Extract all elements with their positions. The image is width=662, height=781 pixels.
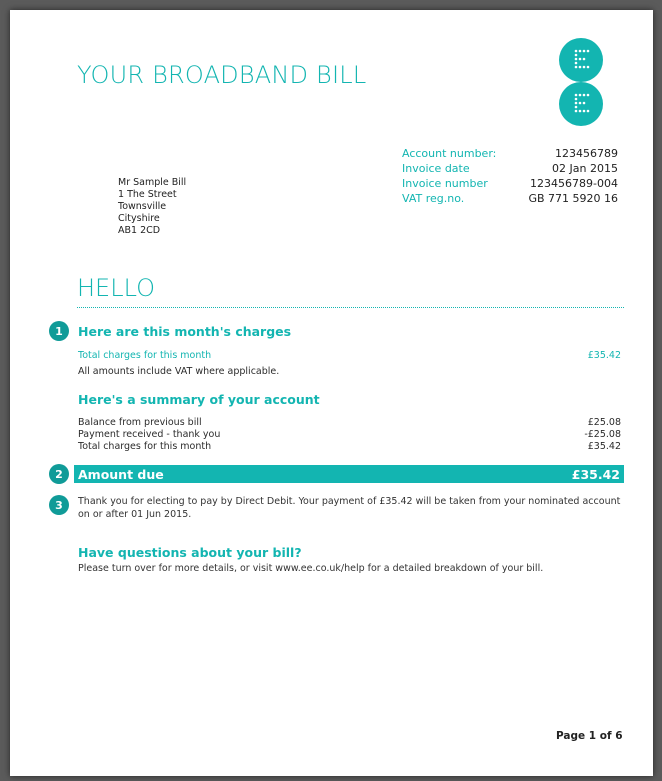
address-name: Mr Sample Bill bbox=[118, 177, 187, 188]
summary-row-value: -£25.08 bbox=[584, 429, 621, 440]
page-number: Page 1 of 6 bbox=[556, 730, 623, 742]
section-2-badge: 2 bbox=[49, 464, 69, 484]
account-details bbox=[402, 146, 618, 206]
invoice-date-value: 02 Jan 2015 bbox=[552, 162, 618, 175]
summary-row-value: £25.08 bbox=[587, 417, 621, 428]
account-number-row bbox=[402, 146, 618, 161]
summary-heading: Here's a summary of your account bbox=[78, 392, 320, 407]
summary-row-label: Payment received - thank you bbox=[78, 429, 221, 440]
questions-text: Please turn over for more details, or visit www.ee.co.uk/help for a detailed breakdown of your bill. bbox=[78, 563, 544, 574]
address-county: Cityshire bbox=[118, 213, 160, 224]
ee-logo bbox=[556, 38, 606, 126]
divider bbox=[77, 307, 624, 308]
total-charges-value: £35.42 bbox=[587, 350, 621, 361]
amount-due-label: Amount due bbox=[78, 466, 164, 482]
account-number-label: Account number: bbox=[402, 147, 497, 160]
total-charges-row bbox=[78, 350, 621, 362]
invoice-number-label: Invoice number bbox=[402, 177, 488, 190]
address-postcode: AB1 2CD bbox=[118, 225, 161, 236]
bill-title: YOUR BROADBAND BILL bbox=[77, 61, 367, 89]
summary-row-label: Balance from previous bill bbox=[78, 417, 202, 428]
summary-row-label: Total charges for this month bbox=[78, 441, 212, 452]
vat-note-text: All amounts include VAT where applicable. bbox=[78, 366, 280, 377]
summary-row bbox=[78, 429, 621, 441]
amount-due-bar bbox=[74, 465, 624, 483]
direct-debit-text: Thank you for electing to pay by Direct Debit. Your payment of £35.42 will be taken from your nominated account on or after 01 Jun 2015. bbox=[78, 496, 621, 520]
questions-heading: Have questions about your bill? bbox=[78, 545, 302, 560]
invoice-number-value: 123456789-004 bbox=[530, 177, 618, 190]
amount-due-value: £35.42 bbox=[571, 466, 620, 482]
total-charges-label: Total charges for this month bbox=[78, 350, 212, 361]
vat-note bbox=[78, 366, 621, 378]
charges-heading: Here are this month's charges bbox=[78, 324, 292, 339]
invoice-date-label: Invoice date bbox=[402, 162, 470, 175]
customer-address bbox=[118, 177, 186, 237]
invoice-number-row bbox=[402, 176, 618, 191]
section-1-badge: 1 bbox=[49, 321, 69, 341]
vat-reg-label: VAT reg.no. bbox=[402, 192, 465, 205]
vat-reg-row bbox=[402, 191, 618, 206]
section-3-badge: 3 bbox=[49, 495, 69, 515]
summary-row bbox=[78, 417, 621, 429]
address-town: Townsville bbox=[118, 201, 167, 212]
vat-reg-value: GB 771 5920 16 bbox=[528, 192, 618, 205]
invoice-date-row bbox=[402, 161, 618, 176]
bill-page bbox=[10, 10, 653, 776]
account-number-value: 123456789 bbox=[555, 147, 618, 160]
hello-heading: HELLO bbox=[77, 274, 155, 302]
address-street: 1 The Street bbox=[118, 189, 177, 200]
summary-row bbox=[78, 441, 621, 453]
summary-row-value: £35.42 bbox=[587, 441, 621, 452]
